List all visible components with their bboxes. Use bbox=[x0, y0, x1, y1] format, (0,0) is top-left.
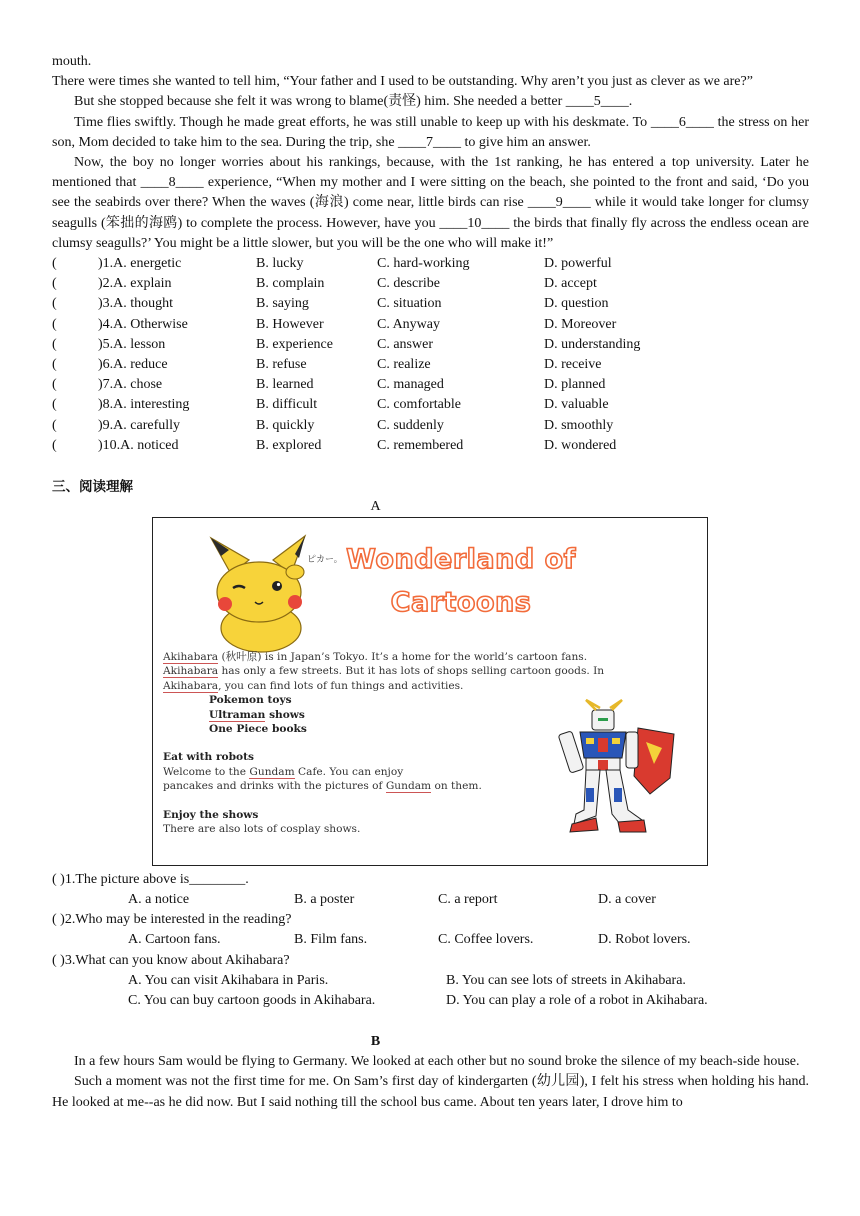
option-b: B. quickly bbox=[256, 417, 315, 433]
option-a: )5.A. lesson bbox=[98, 336, 166, 352]
passage-b-paragraph-2: Such a moment was not the first time for me. On Sam’s first day of kindergarten (幼儿园), I felt his stress when holding his hand. He looked at me--as he did now. But I said nothing till the school bus came. About ten years later, I drove him to bbox=[52, 1074, 809, 1110]
cloze-options bbox=[52, 254, 809, 456]
poster-heading: Enjoy the shows bbox=[163, 808, 259, 821]
option-a: )9.A. carefully bbox=[98, 417, 181, 433]
question-stem: ( )3.What can you know about Akihabara? bbox=[52, 952, 290, 968]
gundam-robot-icon bbox=[550, 698, 680, 838]
option-row: ( )2.A. explain B. complain C. describe D. accept bbox=[52, 274, 809, 294]
option-c: C. hard-working bbox=[377, 256, 470, 272]
poster-heading: Eat with robots bbox=[163, 751, 254, 764]
option-c: C. situation bbox=[377, 296, 442, 312]
option-d: D. planned bbox=[544, 377, 606, 393]
option-a: )1.A. energetic bbox=[98, 256, 182, 272]
option-b: B. a poster bbox=[294, 892, 355, 908]
option-a: )2.A. explain bbox=[98, 276, 172, 292]
option-row: ( )10.A. noticed B. explored C. remembered D. wondered bbox=[52, 436, 809, 456]
poster-title-line2: Cartoons bbox=[390, 586, 532, 618]
option-c: C. Anyway bbox=[377, 316, 440, 332]
option-d: D. Moreover bbox=[544, 316, 617, 332]
poster-text: There are also lots of cosplay shows. bbox=[163, 822, 361, 835]
poster-text: pancakes and drinks with the pictures of Gundam on them. bbox=[163, 780, 482, 793]
option-c: C. Coffee lovers. bbox=[438, 932, 534, 948]
option-b: B. experience bbox=[256, 336, 333, 352]
poster-text: Welcome to the Gundam Cafe. You can enjoy bbox=[163, 765, 404, 778]
option-a: )8.A. interesting bbox=[98, 397, 190, 413]
option-d: D. accept bbox=[544, 276, 597, 292]
option-row: ( )3.A. thought B. saying C. situation D. question bbox=[52, 294, 809, 314]
section-title: 三、阅读理解 bbox=[52, 478, 133, 495]
option-b: B. complain bbox=[256, 276, 325, 292]
cloze-paragraph-0: mouth. bbox=[52, 54, 92, 69]
question-options bbox=[52, 890, 809, 910]
poster-item: Pokemon toys bbox=[209, 694, 292, 707]
cloze-paragraph-4: Now, the boy no longer worries about his rankings, because, with the 1st ranking, he has entered a top university. Later he mentioned that ____8____ experience, “When my mother and I were sitting on the beach, she pointed to the front and said, ‘Do you see the seabirds over there? When the waves (海浪) come near, little birds can rise ____9____ while it would take longer for clumsy seagulls (笨拙的海鸥) to complete the process. However, have you ____10____ the birds that finally fly across the endless ocean are clumsy seagulls?’ You might be a little slower, but you will be the one who will make it!” bbox=[52, 155, 809, 251]
passage-b-paragraph-1: In a few hours Sam would be flying to Germany. We looked at each other but no sound broke the silence of my beach-side house. bbox=[74, 1054, 800, 1070]
option-c: C. suddenly bbox=[377, 417, 444, 433]
option-row: ( )1.A. energetic B. lucky C. hard-working D. powerful bbox=[52, 254, 809, 274]
option-a: )6.A. reduce bbox=[98, 356, 168, 372]
option-c: C. comfortable bbox=[377, 397, 461, 413]
cloze-paragraph-3: Time flies swiftly. Though he made great efforts, he was still unable to keep up with his deskmate. To ____6____ the stress on her son, Mom decided to take him to the sea. During the trip, she ____7____ to give him an answer. bbox=[52, 114, 809, 150]
poster-intro-line: Akihabara has only a few streets. But it has lots of shops selling cartoon goods. In bbox=[163, 665, 605, 678]
option-row: ( )7.A. chose B. learned C. managed D. planned bbox=[52, 375, 809, 395]
option-d: D. question bbox=[544, 296, 609, 312]
option-row: ( )9.A. carefully B. quickly C. suddenly D. smoothly bbox=[52, 416, 809, 436]
option-b: B. learned bbox=[256, 377, 314, 393]
option-d: D. receive bbox=[544, 356, 602, 372]
option-c: C. describe bbox=[377, 276, 440, 292]
option-d: D. powerful bbox=[544, 256, 612, 272]
poster-item: One Piece books bbox=[209, 722, 307, 735]
option-c: C. You can buy cartoon goods in Akihabara. bbox=[128, 993, 376, 1009]
option-b: B. lucky bbox=[256, 256, 304, 272]
worksheet-page bbox=[52, 52, 809, 1113]
option-a: )7.A. chose bbox=[98, 377, 163, 393]
option-b: B. refuse bbox=[256, 356, 307, 372]
option-a: A. Cartoon fans. bbox=[128, 932, 221, 948]
option-a: )10.A. noticed bbox=[98, 437, 179, 453]
option-row: ( )6.A. reduce B. refuse C. realize D. receive bbox=[52, 355, 809, 375]
option-d: D. wondered bbox=[544, 437, 617, 453]
option-c: C. realize bbox=[377, 356, 431, 372]
poster-title bbox=[311, 538, 611, 624]
passage-a-label: A bbox=[370, 498, 381, 514]
option-a: )3.A. thought bbox=[98, 296, 174, 312]
option-c: C. managed bbox=[377, 377, 444, 393]
question-options bbox=[52, 971, 809, 991]
poster-intro-line: Akihabara (秋叶原) is in Japan’s Tokyo. It’s a home for the world’s cartoon fans. bbox=[163, 650, 588, 663]
question-options bbox=[52, 991, 809, 1011]
option-row: ( )4.A. Otherwise B. However C. Anyway D. Moreover bbox=[52, 315, 809, 335]
option-d: D. Robot lovers. bbox=[598, 932, 691, 948]
option-b: B. difficult bbox=[256, 397, 318, 413]
cloze-paragraph-1: There were times she wanted to tell him, “Your father and I used to be outstanding. Why aren’t you just as clever as we are?” bbox=[52, 74, 753, 90]
option-d: D. a cover bbox=[598, 892, 656, 908]
option-row: ( )5.A. lesson B. experience C. answer D. understanding bbox=[52, 335, 809, 355]
question-stem: ( )2.Who may be interested in the reading? bbox=[52, 912, 292, 928]
poster-item: Ultraman shows bbox=[209, 708, 305, 721]
cloze-paragraph-2: But she stopped because she felt it was wrong to blame(责怪) him. She needed a better ____5____. bbox=[74, 94, 633, 110]
option-c: C. answer bbox=[377, 336, 433, 352]
poster-title-line1: Wonderland of bbox=[346, 543, 576, 575]
option-a: A. a notice bbox=[128, 892, 190, 908]
option-d: D. valuable bbox=[544, 397, 609, 413]
option-b: B. You can see lots of streets in Akihabara. bbox=[446, 972, 686, 988]
option-row: ( )8.A. interesting B. difficult C. comfortable D. valuable bbox=[52, 395, 809, 415]
option-a: A. You can visit Akihabara in Paris. bbox=[128, 972, 329, 988]
question-options bbox=[52, 930, 809, 950]
option-b: B. However bbox=[256, 316, 324, 332]
option-b: B. explored bbox=[256, 437, 322, 453]
option-d: D. smoothly bbox=[544, 417, 614, 433]
option-c: C. remembered bbox=[377, 437, 464, 453]
poster-image bbox=[152, 517, 708, 866]
passage-b-label: B bbox=[370, 1034, 381, 1050]
option-b: B. Film fans. bbox=[294, 932, 368, 948]
pikachu-caption: ピカー。 bbox=[307, 554, 343, 565]
option-d: D. You can play a role of a robot in Akihabara. bbox=[446, 993, 708, 1009]
option-a: )4.A. Otherwise bbox=[98, 316, 188, 332]
option-b: B. saying bbox=[256, 296, 309, 312]
option-c: C. a report bbox=[438, 892, 498, 908]
poster-intro-line: Akihabara, you can find lots of fun things and activities. bbox=[163, 679, 464, 692]
question-stem: ( )1.The picture above is________. bbox=[52, 871, 249, 887]
option-d: D. understanding bbox=[544, 336, 641, 352]
